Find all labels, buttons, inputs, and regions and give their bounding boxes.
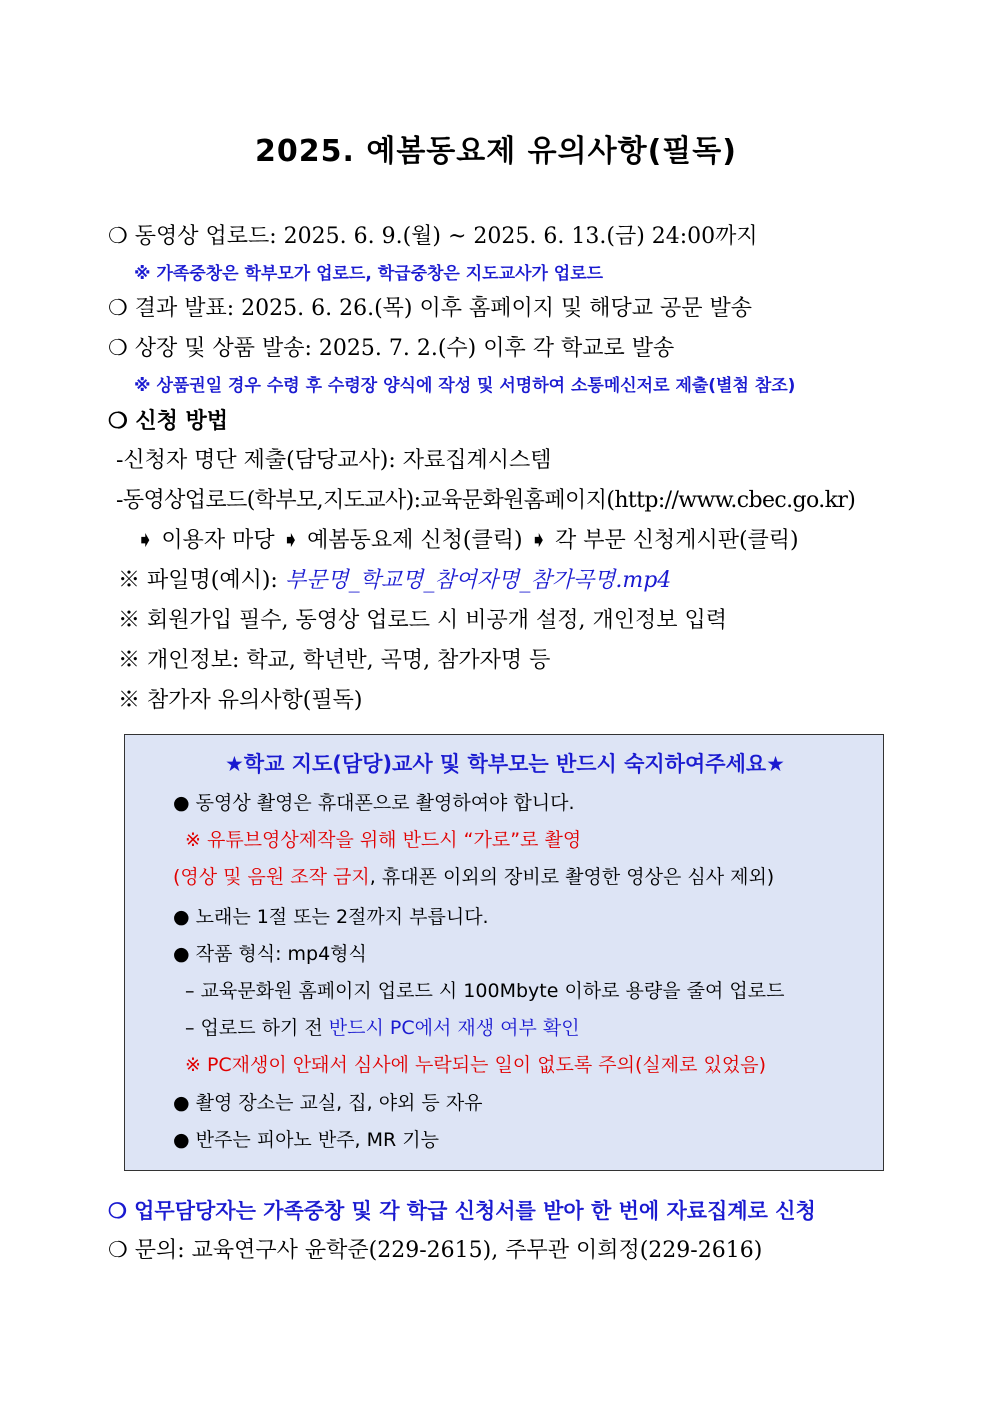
notice-size-limit: – 교육문화원 홈페이지 업로드 시 100Mbyte 이하로 용량을 줄여 업로드 [185, 980, 785, 1002]
notice-box-heading: ★학교 지도(담당)교사 및 학부모는 반드시 숙지하여주세요★ [225, 752, 785, 776]
method-roster: -신청자 명단 제출(담당교사): 자료집계시스템 [116, 448, 552, 473]
filename-example [118, 566, 671, 596]
filename-label: ※ 파일명(예시): [118, 568, 285, 593]
notice-no-edit-rest: , 휴대폰 이외의 장비로 촬영한 영상은 심사 제외) [369, 866, 775, 888]
notice-format: ● 작품 형식: mp4형식 [173, 943, 367, 965]
notice-location: ● 촬영 장소는 교실, 집, 야외 등 자유 [173, 1092, 483, 1114]
contact-info: ❍ 문의: 교육연구사 윤학준(229-2615), 주무관 이희정(229-2616) [108, 1238, 763, 1263]
filename-value: 부문명_학교명_참여자명_참가곡명.mp4 [284, 568, 672, 593]
notice-box [124, 734, 884, 1171]
notice-pc-check-blue: 반드시 PC에서 재생 여부 확인 [328, 1017, 580, 1039]
notice-no-edit [173, 863, 774, 891]
upload-schedule: ❍ 동영상 업로드: 2025. 6. 9.(월) ~ 2025. 6. 13.(금) 24:00까지 [108, 224, 758, 249]
prize-note: ※ 상품권일 경우 수령 후 수령장 양식에 작성 및 서명하여 소통메신저로 제출(별첨 참조) [134, 376, 796, 396]
notice-verses: ● 노래는 1절 또는 2절까지 부릅니다. [173, 906, 489, 928]
method-heading: ❍ 신청 방법 [108, 408, 229, 434]
page-title: 2025. 예봄동요제 유의사항(필독) [255, 134, 737, 169]
notice-accompaniment: ● 반주는 피아노 반주, MR 기능 [173, 1129, 439, 1151]
participant-caution: ※ 참가자 유의사항(필독) [118, 688, 363, 713]
notice-pc-check-prefix: – 업로드 하기 전 [185, 1017, 329, 1039]
method-path: ➧ 이용자 마당 ➧ 예봄동요제 신청(클릭) ➧ 각 부문 신청게시판(클릭) [136, 528, 799, 553]
signup-required: ※ 회원가입 필수, 동영상 업로드 시 비공개 설정, 개인정보 입력 [118, 608, 727, 633]
notice-no-edit-red: (영상 및 음원 조작 금지 [173, 866, 370, 888]
staff-instruction: ❍ 업무담당자는 가족중창 및 각 학급 신청서를 받아 한 번에 자료집계로 신청 [108, 1198, 816, 1223]
notice-pc-check [185, 1014, 580, 1042]
personal-info: ※ 개인정보: 학교, 학년반, 곡명, 참가자명 등 [118, 648, 551, 673]
prize-shipping: ❍ 상장 및 상품 발송: 2025. 7. 2.(수) 이후 각 학교로 발송 [108, 336, 675, 361]
notice-landscape: ※ 유튜브영상제작을 위해 반드시 “가로”로 촬영 [185, 829, 582, 851]
upload-note: ※ 가족중창은 학부모가 업로드, 학급중창은 지도교사가 업로드 [134, 264, 604, 284]
method-video-upload: -동영상업로드(학부모,지도교사):교육문화원홈페이지(http://www.cbec.go.kr) [116, 488, 856, 513]
result-announcement: ❍ 결과 발표: 2025. 6. 26.(목) 이후 홈페이지 및 해당교 공문 발송 [108, 296, 752, 321]
notice-phone-recording: ● 동영상 촬영은 휴대폰으로 촬영하여야 합니다. [173, 792, 575, 814]
notice-pc-warning: ※ PC재생이 안돼서 심사에 누락되는 일이 없도록 주의(실제로 있었음) [185, 1054, 766, 1076]
